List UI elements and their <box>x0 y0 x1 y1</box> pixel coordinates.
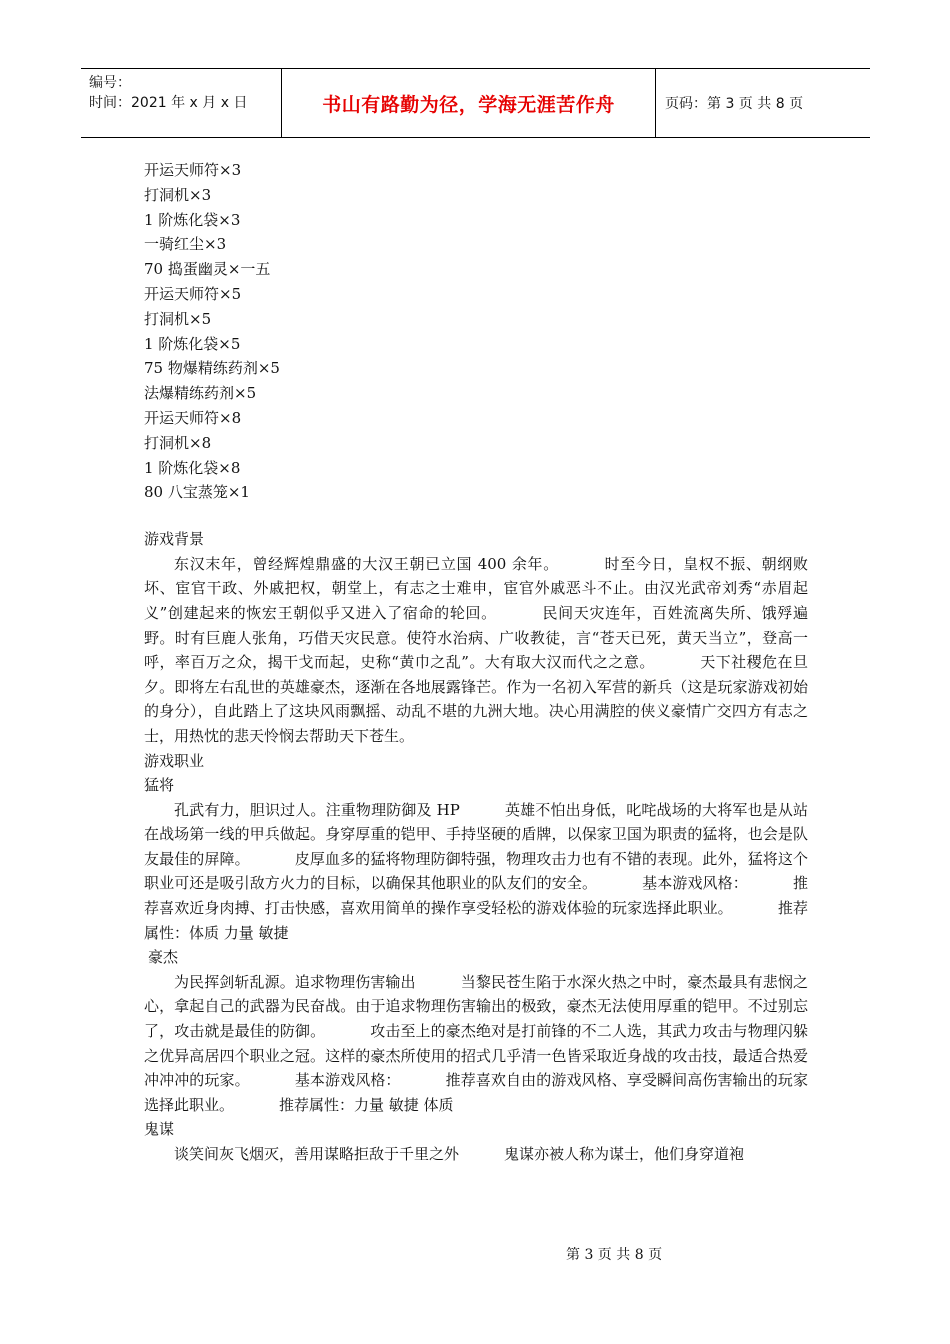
header-meta <box>81 69 282 137</box>
time-label: 时间：2021 年 x 月 x 日 <box>89 95 248 111</box>
list-item: 打洞机×5 <box>144 309 212 328</box>
section-title-background: 游戏背景 <box>144 530 205 549</box>
footer-page-number: 第 3 页 共 8 页 <box>566 1247 663 1263</box>
list-item: 1 阶炼化袋×8 <box>144 458 241 477</box>
job-title-guimou: 鬼谋 <box>144 1120 175 1139</box>
page-header <box>81 68 870 138</box>
list-item: 1 阶炼化袋×3 <box>144 210 241 229</box>
list-item: 打洞机×8 <box>144 433 212 452</box>
item-list <box>144 158 808 505</box>
list-item: 法爆精练药剂×5 <box>144 384 257 403</box>
header-motto: 书山有路勤为径，学海无涯苦作舟 <box>282 69 656 137</box>
paragraph-guimou: 谈笑间灰飞烟灭，善用谋略拒敌于千里之外 鬼谋亦被人称为谋士，他们身穿道袍 <box>174 1145 745 1163</box>
list-item: 一骑红尘×3 <box>144 235 227 254</box>
list-item: 开运天师符×5 <box>144 284 242 303</box>
paragraph-mengjiang: 孔武有力，胆识过人。注重物理防御及 HP 英雄不怕出身低，叱咤战场的大将军也是从站在战场第一线的甲兵做起。身穿厚重的铠甲、手持坚硬的盾牌，以保家卫国为职责的猛将，也会是队友最佳的屏障。 皮厚血多的猛将物理防御特强，物理攻击力也有不错的表现。此外，猛将这个职业可还是吸引敌方火力的目标，以确保其他职业的队友们的安全。 基本游戏风格： 推荐喜欢近身肉搏、打击快感，喜欢用简单的操作享受轻松的游戏体验的玩家选择此职业。 推荐属性：体质 力量 敏捷 <box>144 800 808 942</box>
header-page-label: 页码：第 3 页 共 8 页 <box>665 96 804 112</box>
list-item: 开运天师符×8 <box>144 408 242 427</box>
document-body <box>144 158 808 1167</box>
spacer <box>144 505 808 527</box>
list-item: 80 八宝蒸笼×1 <box>144 483 250 502</box>
list-item: 打洞机×3 <box>144 185 212 204</box>
job-title-haojie: 豪杰 <box>148 948 179 967</box>
code-label: 编号： <box>89 75 131 91</box>
list-item: 开运天师符×3 <box>144 161 242 179</box>
paragraph-haojie: 为民挥剑斩乱源。追求物理伤害输出 当黎民苍生陷于水深火热之中时，豪杰最具有悲悯之心，拿起自己的武器为民奋战。由于追求物理伤害输出的极致，豪杰无法使用厚重的铠甲。不过别忘了，攻击就是最佳的防御。 攻击至上的豪杰绝对是打前锋的不二人选，其武力攻击与物理闪躲之优异高居四个职业之冠。这样的豪杰所使用的招式几乎清一色皆采取近身战的攻击技，最适合热爱冲冲冲的玩家。 基本游戏风格： 推荐喜欢自由的游戏风格、享受瞬间高伤害输出的玩家选择此职业。 推荐属性：力量 敏捷 体质 <box>144 972 808 1114</box>
list-item: 1 阶炼化袋×5 <box>144 334 241 353</box>
list-item: 75 物爆精练药剂×5 <box>144 359 280 378</box>
list-item: 70 捣蛋幽灵×一五 <box>144 260 271 279</box>
job-title-mengjiang: 猛将 <box>144 776 175 795</box>
section-title-jobs: 游戏职业 <box>144 751 205 770</box>
paragraph-background: 东汉末年，曾经辉煌鼎盛的大汉王朝已立国 400 余年。 时至今日，皇权不振、朝纲败坏、宦官干政、外戚把权，朝堂上，有志之士难申，宦官外戚恶斗不止。由汉光武帝刘秀“赤眉起义”创建起来的恢宏王朝似乎又进入了宿命的轮回。 民间天灾连年，百姓流离失所、饿殍遍野。时有巨鹿人张角，巧借天灾民意。使符水治病、广收教徒，言“苍天已死，黄天当立”，登高一呼，率百万之众，揭干戈而起，史称“黄巾之乱”。大有取大汉而代之之意。 天下社稷危在旦夕。即将左右乱世的英雄豪杰，逐渐在各地展露锋芒。作为一名初入军营的新兵（这是玩家游戏初始的身分），自此踏上了这块风雨飘摇、动乱不堪的九洲大地。决心用满腔的侠义豪情广交四方有志之士，用热忱的悲天怜悯去帮助天下苍生。 <box>144 554 808 745</box>
